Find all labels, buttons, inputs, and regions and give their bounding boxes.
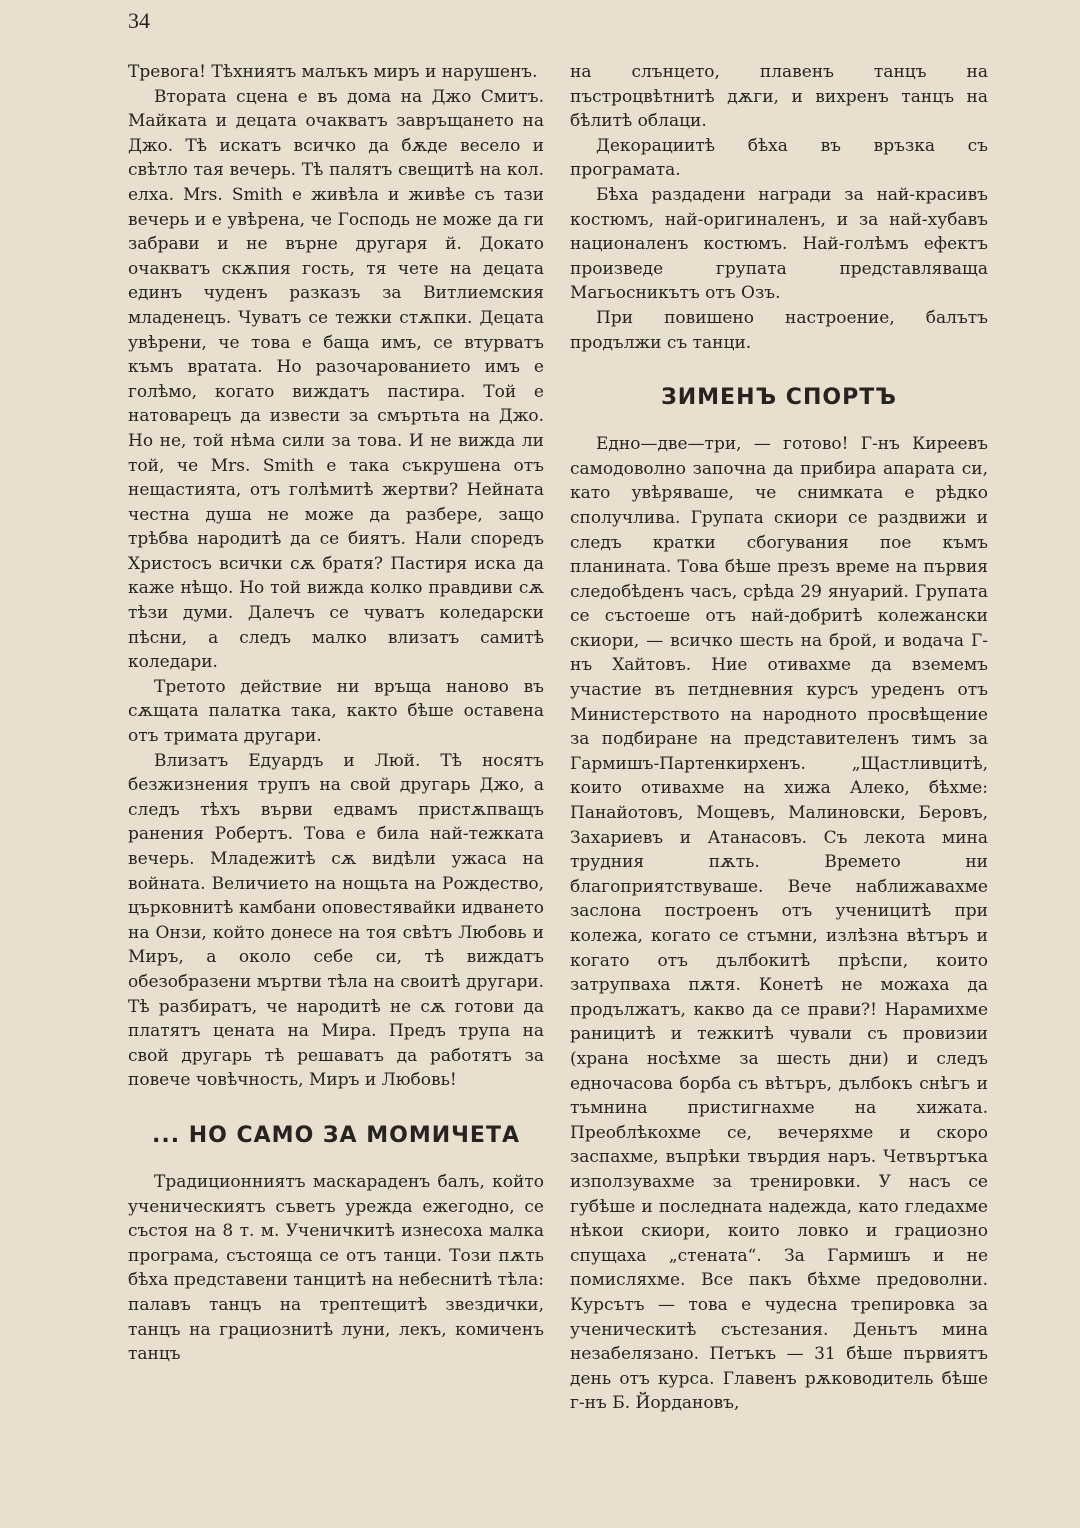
left-column <box>128 60 544 1367</box>
section-heading-winter-sport: ЗИМЕНЪ СПОРТЪ <box>661 385 897 411</box>
right-paragraph-3: Бѣха раздадени награди за най-красивъ костюмъ, най-оригиналенъ, и за най-хубавъ националенъ костюмъ. Най-голѣмъ ефектъ произведе групата представляваща Магьосникътъ отъ Озъ. <box>570 184 988 304</box>
left-paragraph-1: Тревога! Тѣхниятъ малъкъ миръ и нарушенъ. <box>128 62 538 82</box>
left-paragraph-3: Третото действие ни връща наново въ сѫщата палатка така, както бѣше оставена отъ тримата другари. <box>128 676 544 747</box>
left-paragraph-2: Втората сцена е въ дома на Джо Смитъ. Майката и децата очакватъ завръщането на Джо. Тѣ искатъ всичко да бѫде весело и свѣтло тая вечерь. Тѣ палятъ свещитѣ на кол. елха. Mrs. Smith е живѣла и живѣе съ тази вечерь и е увѣрена, че Господь не може да ги забрави и не върне другаря й. Докато очакватъ скѫпия гость, тя чете на децата единъ чуденъ разказъ за Витлиемския младенецъ. Чуватъ се тежки стѫпки. Децата увѣрени, че това е баща имъ, се втурватъ къмъ вратата. Но разочарованието имъ е голѣмо, когато виждатъ пастира. Той е натоварецъ да извести за смъртьта на Джо. Но не, той нѣма сили за това. И не вижда ли той, че Mrs. Smith е така съкрушена отъ нещастията, отъ голѣмитѣ жертви? Нейната честна душа не може да разбере, защо трѣбва народитѣ да се биятъ. Нали споредъ Христосъ всички сѫ братя? Пастиря иска да каже нѣщо. Но той вижда колко правдиви сѫ тѣзи думи. Далечъ се чуватъ коледарски пѣсни, а следъ малко влизатъ самитѣ коледари. <box>128 86 544 673</box>
right-paragraph-1: на слънцето, плавенъ танцъ на пъстроцвѣтнитѣ дѫги, и вихренъ танцъ на бѣлитѣ облаци. <box>570 62 988 132</box>
page-number: 34 <box>128 8 150 33</box>
section-heading-girls: ... НО САМО ЗА МОМИЧЕТА <box>152 1122 520 1148</box>
right-paragraph-5: Едно—две—три, — готово! Г-нъ Киреевъ самодоволно започна да прибира апарата си, като увѣряваше, че снимката е рѣдко сполучлива. Групата скиори се раздвижи и следъ кратки сбогувания пое къмъ планината. Това бѣше презъ време на първия следобѣденъ часъ, срѣда 29 януарий. Групата се състоеше отъ най-добритѣ колежански скиори, — всичко шесть на брой, и водача Г-нъ Хайтовъ. Ние отивахме да вземемъ участие въ петдневния курсъ уреденъ отъ Министерството на народното просвѣщение за подбиране на представителенъ тимъ за Гармишъ-Партенкирхенъ. „Щастливцитѣ, които отивахме на хижа Алеко, бѣхме: Панайотовъ, Мощевъ, Малиновски, Беровъ, Захариевъ и Атанасовъ. Съ лекота мина трудния пѫть. Времето ни благоприятствуваше. Вече наближавахме заслона построенъ отъ ученицитѣ при колежа, когато се стъмни, излѣзна вѣтъръ и когато отъ дълбокитѣ прѣспи, които затрупваха пѫтя. Конетѣ не можаха да продължатъ, какво да се прави?! Нарамихме раницитѣ и тежкитѣ чували съ провизии (храна носѣхме за шесть дни) и следъ едночасова борба съ вѣтъръ, дълбокъ снѣгъ и тъмнина пристигнахме на хижата. Преоблѣкохме се, вечеряхме и скоро заспахме, въпрѣки твърдия наръ. Четвъртъка използувахме за тренировки. У насъ се губѣше и последната надежда, като гледахме нѣкои скиори, които ловко и грациозно спущаха „стената“. За Гармишъ и не помисляхме. Все пакъ бѣхме предоволни. Курсътъ — това е чудесна трепировка за ученическитѣ състезания. Деньтъ мина незабелязано. Петъкъ — 31 бѣше първиятъ день отъ курса. Главенъ рѫководитель бѣше г-нъ Б. Йордановъ, <box>570 434 988 1414</box>
right-paragraph-2: Декорациитѣ бѣха въ връзка съ програмата. <box>570 135 988 181</box>
right-paragraph-4: При повишено настроение, балътъ продължи съ танци. <box>570 307 988 353</box>
right-column <box>570 60 988 1416</box>
left-paragraph-4: Влизатъ Едуардъ и Люй. Тѣ носятъ безжизнения трупъ на свой другарь Джо, а следъ тѣхъ върви едвамъ пристѫпващъ ранения Робертъ. Това е била най-тежката вечерь. Младежитѣ сѫ видѣли ужаса на войната. Величието на нощьта на Рождество, църковнитѣ камбани оповестявайки идването на Онзи, който донесе на тоя свѣтъ Любовь и Миръ, а около себе си, тѣ виждатъ обезобразени мъртви тѣла на своитѣ другари. Тѣ разбиратъ, че народитѣ не сѫ готови да платятъ цената на Мира. Предъ трупа на свой другарь тѣ решаватъ да работятъ за повече човѣчность, Миръ и Любовь! <box>128 750 544 1091</box>
left-paragraph-5: Традиционниятъ маскараденъ балъ, който ученическиятъ съветъ урежда ежегодно, се състоя на 8 т. м. Ученичкитѣ изнесоха малка програма, състояща се отъ танци. Този пѫть бѣха представени танцитѣ на небеснитѣ тѣла: палавъ танцъ на трептещитѣ звездички, танцъ на грациознитѣ луни, лекъ, комиченъ танцъ <box>128 1171 544 1365</box>
